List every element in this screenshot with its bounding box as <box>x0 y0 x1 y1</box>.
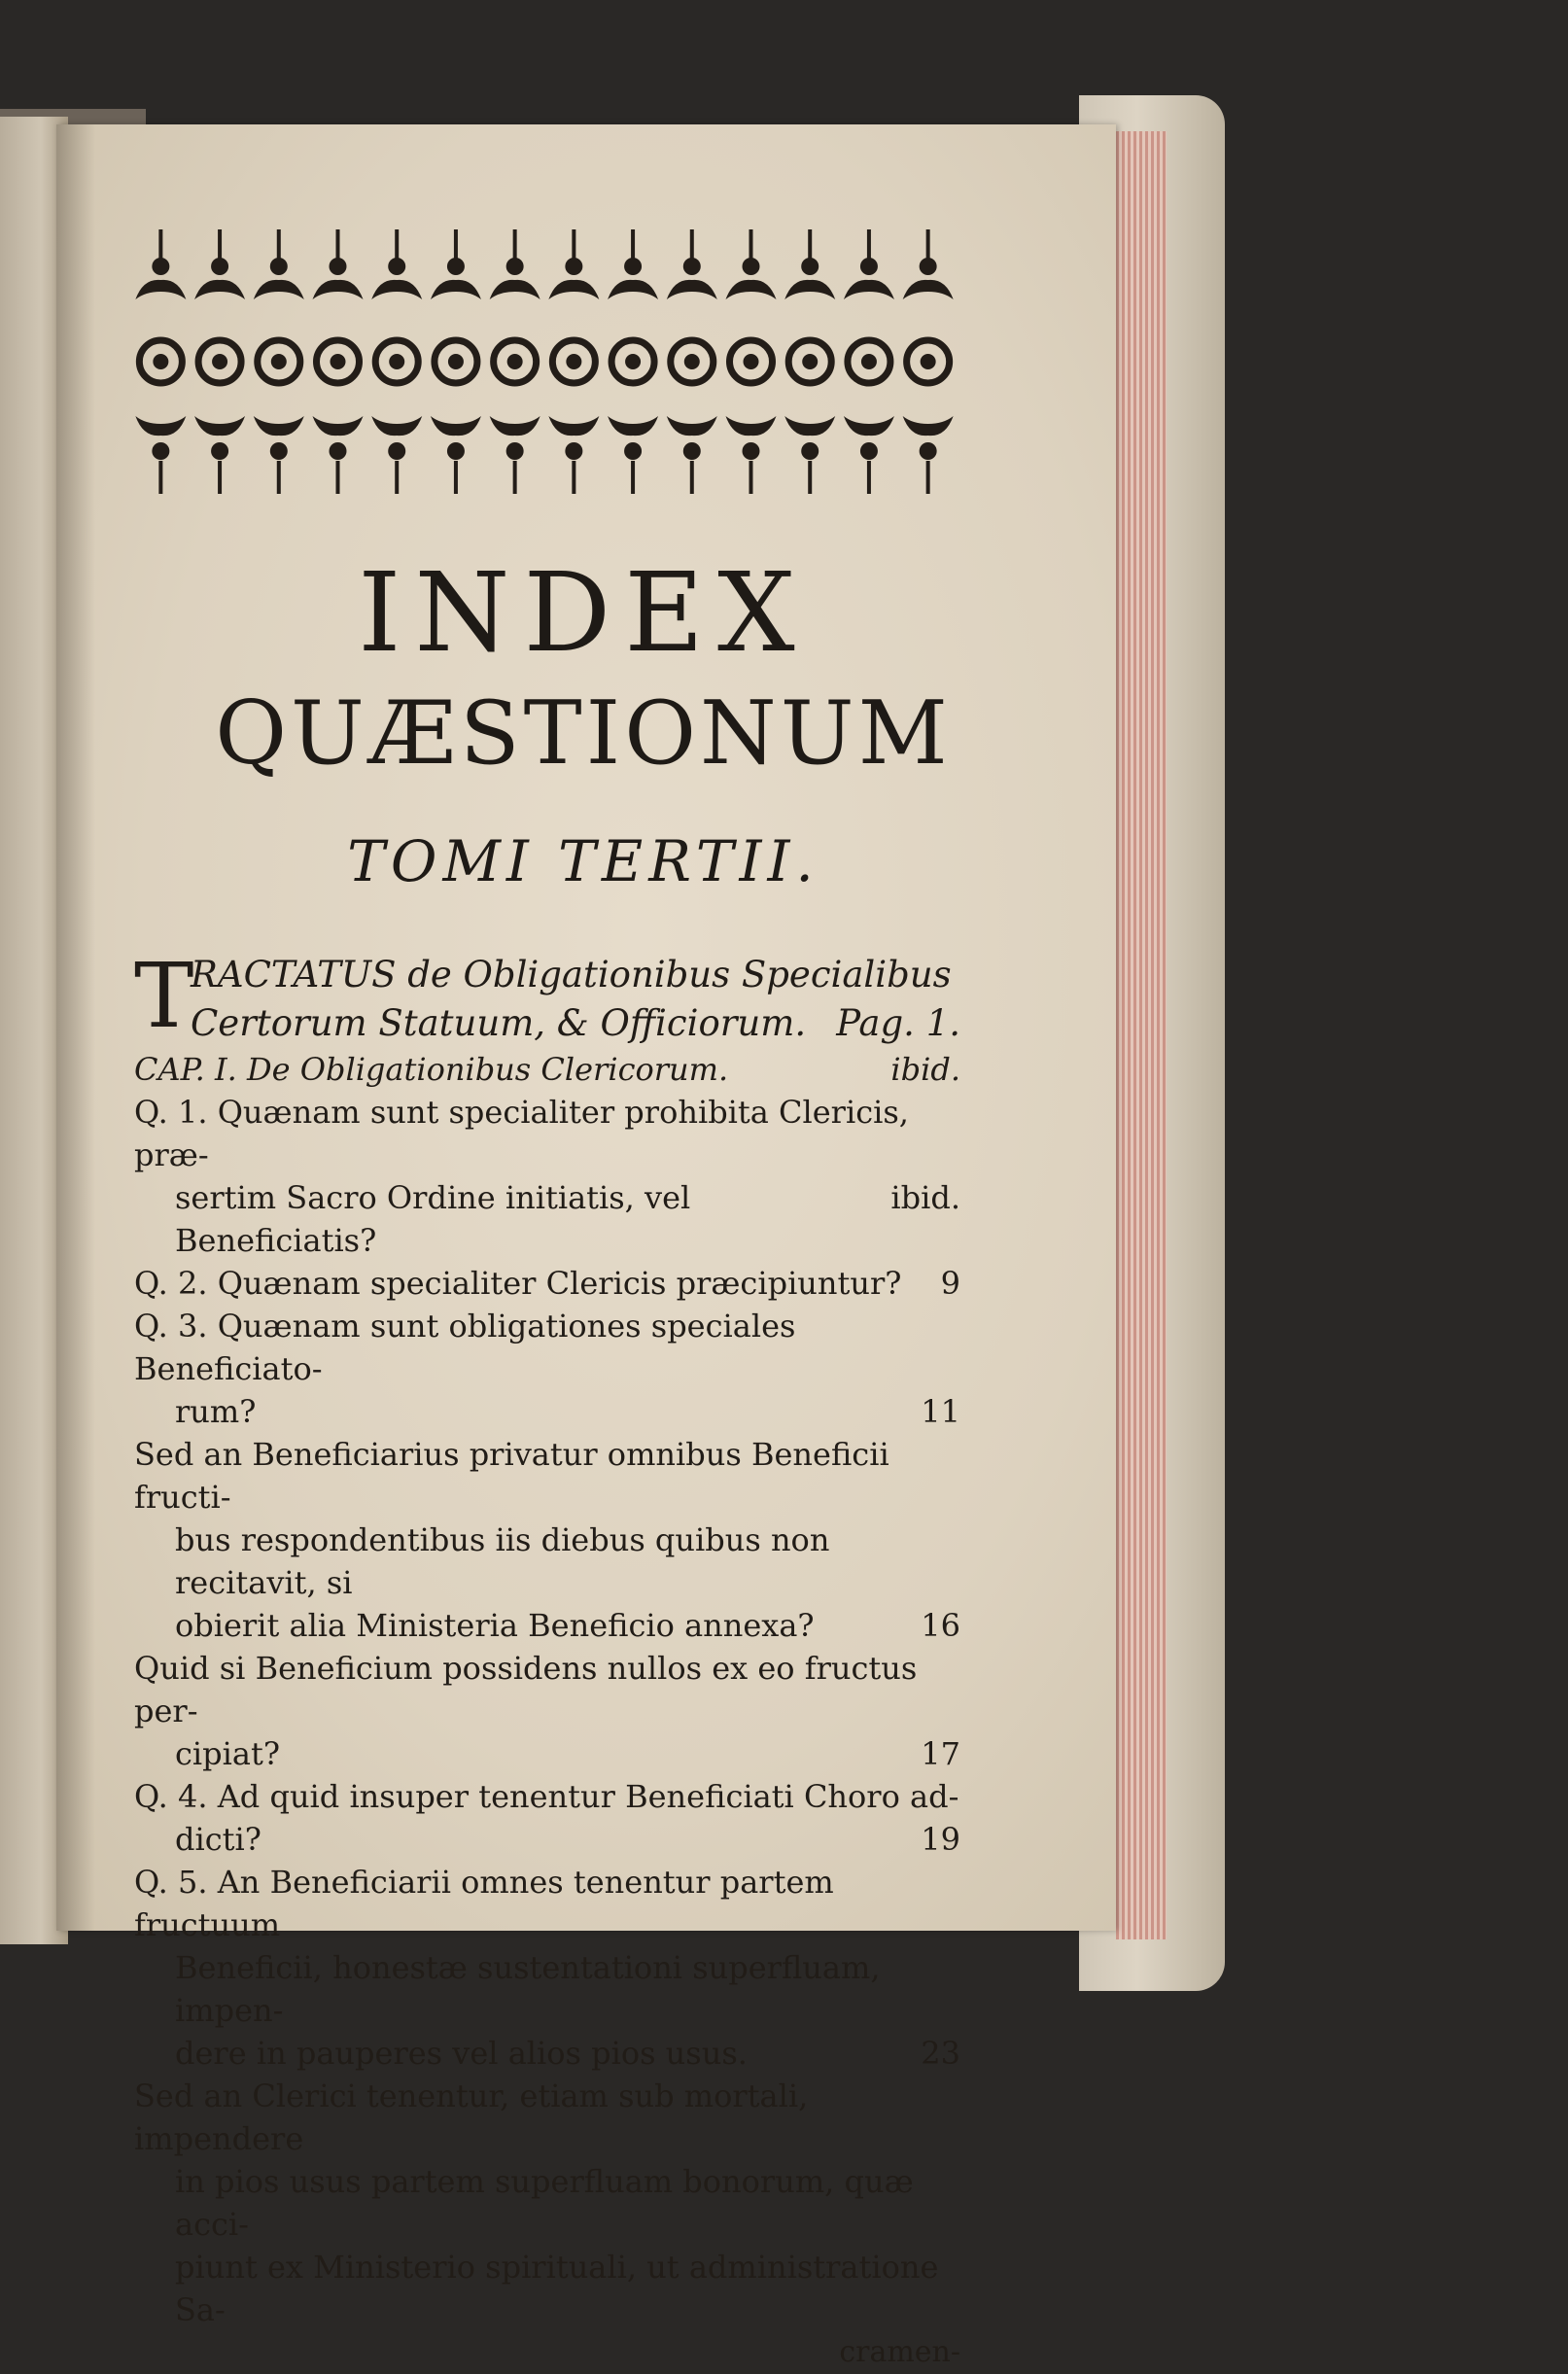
fleuron-stem <box>158 229 162 259</box>
fleuron-stem <box>454 461 458 494</box>
entry-q5-line3 <box>134 2032 960 2075</box>
entry-text: dere in pauperes vel alios pios usus. <box>175 2035 748 2072</box>
rosette-center <box>744 354 759 369</box>
entry-text: in pios usus partem superfluam bonorum, quæ acci- <box>175 2163 914 2243</box>
fleuron-stem <box>690 229 694 259</box>
entry-text: dicti? <box>175 1821 261 1858</box>
fleuron-bud <box>270 258 288 275</box>
entry-text: Sed an Clerici tenentur, etiam sub mortali, impendere <box>134 2077 809 2157</box>
fleuron-stem <box>867 229 871 259</box>
tractatus-page: Pag. 1. <box>836 1002 960 1044</box>
entry-text: sertim Sacro Ordine initiatis, vel Beneficiatis? <box>175 1179 691 1259</box>
entry-text: Q. 3. Quænam sunt obligationes speciales Beneficiato- <box>134 1308 796 1387</box>
entry-quid-line1 <box>134 1647 960 1732</box>
fleuron-stem <box>218 461 222 494</box>
title-quaestionum: QUÆSTIONUM <box>215 682 952 785</box>
fleuron-scroll <box>490 416 540 436</box>
fleuron-stem <box>395 461 399 494</box>
entry-sed1-line1 <box>134 1433 960 1519</box>
fleuron-bud <box>330 258 347 275</box>
entry-sed2-line2 <box>134 2160 960 2246</box>
tractatus-entry <box>134 944 960 1048</box>
entry-quid-line2 <box>134 1732 960 1775</box>
fleuron-scroll <box>844 280 894 299</box>
rosette-center <box>271 354 287 369</box>
fleuron-stem <box>808 229 812 259</box>
fleuron-scroll <box>903 416 954 436</box>
fleuron-bud <box>743 258 760 275</box>
entry-q1-line2 <box>134 1176 960 1262</box>
fleuron-bud <box>624 442 642 460</box>
fleuron-bud <box>801 442 819 460</box>
rosette-center <box>153 354 168 369</box>
entry-q3-line2 <box>134 1390 960 1433</box>
entry-cap-1 <box>134 1048 960 1091</box>
fleuron-bud <box>860 442 878 460</box>
fleuron-stem <box>926 461 930 494</box>
rosette-center <box>389 354 404 369</box>
fleuron-bud <box>743 442 760 460</box>
index-entries <box>134 944 960 2374</box>
fleuron-stem <box>336 461 340 494</box>
tractatus-line-1: RACTATUS de Obligationibus Specialibus <box>191 954 952 995</box>
fleuron-bud <box>565 258 582 275</box>
fleuron-stem <box>808 461 812 494</box>
fleuron-scroll <box>667 416 717 436</box>
entry-q4-line1 <box>134 1775 960 1818</box>
entry-text: Beneficii, honestæ sustentationi superfluam, impen- <box>175 1949 881 2029</box>
entry-page: 19 <box>921 1821 960 1858</box>
fleuron-bud <box>801 258 819 275</box>
fleuron-scroll <box>431 280 481 299</box>
fleuron-scroll <box>194 416 245 436</box>
fleuron-stem <box>867 461 871 494</box>
entry-text: Q. 5. An Beneficiarii omnes tenentur partem fructuum <box>134 1864 834 1943</box>
entry-text: CAP. I. De Obligationibus Clericorum. <box>134 1051 729 1088</box>
fleuron-scroll <box>371 416 422 436</box>
entry-text: obierit alia Ministeria Beneficio annexa? <box>175 1607 815 1644</box>
fleuron-stem <box>277 229 281 259</box>
entry-page: 17 <box>921 1735 960 1772</box>
entry-q2 <box>134 1262 960 1305</box>
entry-page: 11 <box>921 1393 960 1430</box>
fleuron-bud <box>211 442 228 460</box>
entry-page: ibid. <box>890 1051 960 1088</box>
entry-text: Q. 4. Ad quid insuper tenentur Beneficiati Choro ad- <box>134 1778 959 1815</box>
fleuron-stem <box>513 461 517 494</box>
entry-text: Q. 1. Quænam sunt specialiter prohibita Clericis, præ- <box>134 1094 909 1173</box>
fleuron-stem <box>926 229 930 259</box>
fleuron-bud <box>506 442 524 460</box>
fleuron-stem <box>513 229 517 259</box>
entry-text: Quid si Beneficium possidens nullos ex eo fructus per- <box>134 1650 918 1729</box>
fleuron-bud <box>388 258 405 275</box>
rosette-center <box>448 354 464 369</box>
fleuron-bud <box>388 442 405 460</box>
fleuron-bud <box>330 442 347 460</box>
tractatus-line-2 <box>191 999 960 1048</box>
fleuron-scroll <box>431 416 481 436</box>
entry-page: 23 <box>921 2035 960 2072</box>
entry-text: bus respondentibus iis diebus quibus non recitavit, si <box>175 1521 830 1601</box>
entry-q4-line2 <box>134 1818 960 1861</box>
rosette-center <box>566 354 581 369</box>
rosette-center <box>684 354 700 369</box>
entry-page: 16 <box>921 1607 960 1644</box>
fleuron-stem <box>277 461 281 494</box>
entry-page: ibid. <box>890 1179 960 1216</box>
fleuron-scroll <box>254 416 304 436</box>
title-tomi-tertii: TOMI TERTII. <box>347 828 819 894</box>
fleuron-bud <box>152 258 169 275</box>
fleuron-bud <box>860 258 878 275</box>
fleuron-stem <box>395 229 399 259</box>
printers-ornament-band <box>131 224 958 501</box>
title-index: INDEX <box>358 550 809 677</box>
fleuron-scroll <box>194 280 245 299</box>
entry-text: piunt ex Ministerio spirituali, ut administratione Sa- <box>175 2249 939 2328</box>
fleuron-bud <box>447 442 465 460</box>
fleuron-scroll <box>667 280 717 299</box>
tractatus-line-2-text: Certorum Statuum, & Officiorum. <box>191 1002 807 1044</box>
fleuron-scroll <box>313 416 364 436</box>
fleuron-scroll <box>784 280 835 299</box>
entry-q3-line1 <box>134 1305 960 1390</box>
page-gutter-shadow <box>56 124 95 1931</box>
entry-text: Sed an Beneficiarius privatur omnibus Beneficii fructi- <box>134 1436 889 1516</box>
fleuron-stem <box>631 461 635 494</box>
fleuron-bud <box>270 442 288 460</box>
fleuron-scroll <box>726 416 777 436</box>
rosette-center <box>625 354 641 369</box>
fleuron-bud <box>565 442 582 460</box>
entry-text: Q. 2. Quænam specialiter Clericis præcipiuntur? <box>134 1265 902 1302</box>
entry-text: rum? <box>175 1393 257 1430</box>
fleuron-scroll <box>608 416 658 436</box>
fleuron-scroll <box>844 416 894 436</box>
fleuron-scroll <box>784 416 835 436</box>
fleuron-stem <box>454 229 458 259</box>
fleuron-bud <box>624 258 642 275</box>
entry-sed2-line1 <box>134 2075 960 2160</box>
entry-q1-line1 <box>134 1091 960 1176</box>
fleuron-bud <box>152 442 169 460</box>
rosette-center <box>507 354 523 369</box>
fleuron-bud <box>683 442 701 460</box>
fleuron-scroll <box>726 280 777 299</box>
catchword: cramen- <box>839 2335 960 2369</box>
fleuron-bud <box>506 258 524 275</box>
entry-q5-line2 <box>134 1946 960 2032</box>
fleuron-scroll <box>548 416 599 436</box>
fleuron-bud <box>447 258 465 275</box>
fleuron-stem <box>218 229 222 259</box>
fleuron-scroll <box>608 280 658 299</box>
drop-cap: T <box>134 944 194 1048</box>
red-page-edges <box>1116 131 1167 1939</box>
rosette-center <box>331 354 346 369</box>
fleuron-stem <box>158 461 162 494</box>
fleuron-scroll <box>371 280 422 299</box>
entry-sed2-line3 <box>134 2246 960 2331</box>
entry-q5-line1 <box>134 1861 960 1946</box>
entry-page: 9 <box>940 1265 960 1302</box>
rosette-center <box>212 354 227 369</box>
fleuron-bud <box>920 442 937 460</box>
fleuron-bud <box>920 258 937 275</box>
fleuron-bud <box>211 258 228 275</box>
rosette-center <box>802 354 818 369</box>
fleuron-scroll <box>313 280 364 299</box>
fleuron-bud <box>683 258 701 275</box>
fleuron-stem <box>631 229 635 259</box>
fleuron-scroll <box>903 280 954 299</box>
fleuron-stem <box>572 229 575 259</box>
fleuron-scroll <box>135 280 186 299</box>
entry-sed1-line3 <box>134 1604 960 1647</box>
rosette-center <box>861 354 877 369</box>
fleuron-stem <box>690 461 694 494</box>
fleuron-scroll <box>490 280 540 299</box>
fleuron-stem <box>572 461 575 494</box>
fleuron-stem <box>749 461 753 494</box>
entry-sed1-line2 <box>134 1519 960 1604</box>
entry-text: cipiat? <box>175 1735 280 1772</box>
fleuron-stem <box>749 229 753 259</box>
fleuron-scroll <box>254 280 304 299</box>
fleuron-stem <box>336 229 340 259</box>
fleuron-scroll <box>135 416 186 436</box>
fleuron-scroll <box>548 280 599 299</box>
rosette-center <box>921 354 936 369</box>
